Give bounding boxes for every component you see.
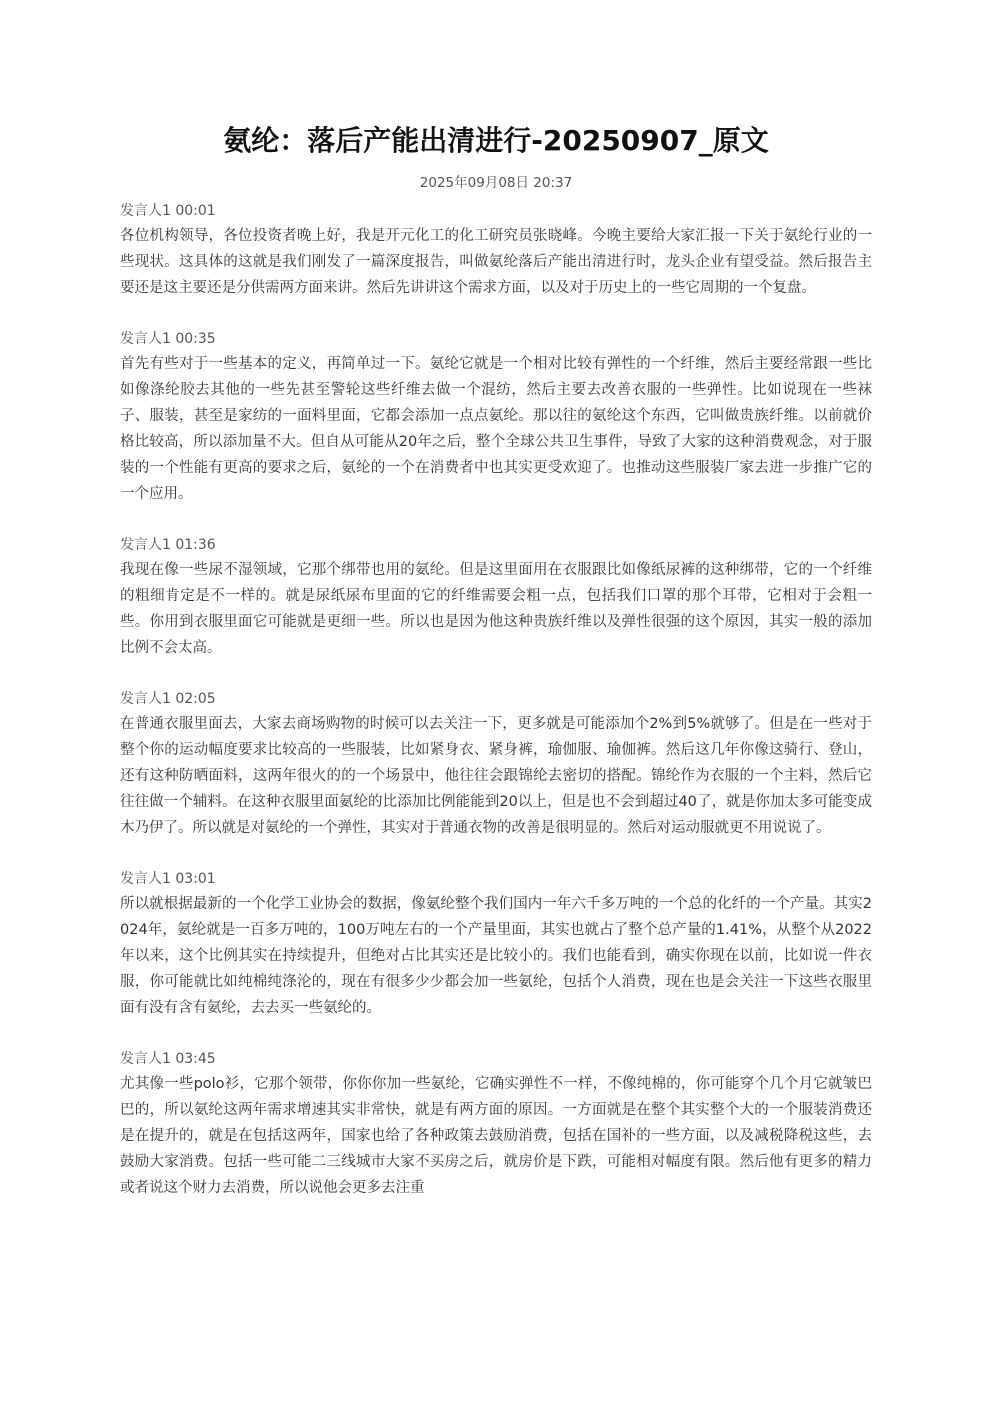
speaker-timestamp: 发言人1 01:36	[120, 537, 216, 553]
transcript-section	[120, 327, 872, 507]
transcript-paragraph: 在普通衣服里面去，大家去商场购物的时候可以去关注一下，更多就是可能添加个2%到5%就够了。但是在一些对于整个你的运动幅度要求比较高的一些服装，比如紧身衣、紧身裤，瑜伽服、瑜伽裤。然后这几年你像这骑行、登山，还有这种防晒面料，这两年很火的的一个场景中，他往往会跟锦纶去密切的搭配。锦纶作为衣服的一个主料，然后它往往做一个辅料。在这种衣服里面氨纶的比添加比例能能到20以上，但是也不会到超过40了，就是你加太多可能变成木乃伊了。所以就是对氨纶的一个弹性，其实对于普通衣物的改善是很明显的。然后对运动服就更不用说说了。	[120, 716, 872, 836]
transcript-paragraph: 尤其像一些polo衫，它那个领带，你你你加一些氨纶，它确实弹性不一样，不像纯棉的，你可能穿个几个月它就皱巴巴的，所以氨纶这两年需求增速其实非常快，就是有两方面的原因。一方面就是在整个其实整个大的一个服装消费还是在提升的，就是在包括这两年，国家也给了各种政策去鼓励消费，包括在国补的一些方面，以及减税降税这些，去鼓励大家消费。包括一些可能二三线城市大家不买房之后，就房价是下跌，可能相对幅度有限。然后他有更多的精力或者说这个财力去消费，所以说他会更多去注重	[120, 1076, 872, 1196]
transcript-section	[120, 867, 872, 1021]
speaker-timestamp: 发言人1 03:45	[120, 1051, 216, 1067]
transcript-section	[120, 1047, 872, 1201]
document-date: 2025年09月08日 20:37	[419, 175, 573, 191]
transcript-body	[120, 199, 872, 1201]
document-title: 氨纶：落后产能出清进行-20250907_原文	[223, 124, 769, 157]
transcript-section	[120, 533, 872, 661]
transcript-section	[120, 199, 872, 301]
speaker-timestamp: 发言人1 00:01	[120, 203, 216, 219]
transcript-paragraph: 各位机构领导，各位投资者晚上好，我是开元化工的化工研究员张晓峰。今晚主要给大家汇报一下关于氨纶行业的一些现状。这具体的这就是我们刚发了一篇深度报告，叫做氨纶落后产能出清进行时，龙头企业有望受益。然后报告主要还是这主要还是分供需两方面来讲。然后先讲讲这个需求方面，以及对于历史上的一些它周期的一个复盘。	[120, 228, 872, 296]
speaker-timestamp: 发言人1 02:05	[120, 691, 216, 707]
transcript-paragraph: 首先有些对于一些基本的定义，再简单过一下。氨纶它就是一个相对比较有弹性的一个纤维，然后主要经常跟一些比如像涤纶胶去其他的一些先甚至警轮这些纤维去做一个混纺，然后主要去改善衣服的一些弹性。比如说现在一些袜子、服装，甚至是家纺的一面料里面，它都会添加一点点氨纶。那以往的氨纶这个东西，它叫做贵族纤维。以前就价格比较高，所以添加量不大。但自从可能从20年之后，整个全球公共卫生事件，导致了大家的这种消费观念，对于服装的一个性能有更高的要求之后，氨纶的一个在消费者中也其实更受欢迎了。也推动这些服装厂家去进一步推广它的一个应用。	[120, 356, 872, 502]
transcript-paragraph: 所以就根据最新的一个化学工业协会的数据，像氨纶整个我们国内一年六千多万吨的一个总的化纤的一个产量。其实2024年，氨纶就是一百多万吨的，100万吨左右的一个产量里面，其实也就占了整个总产量的1.41%，从整个从2022年以来，这个比例其实在持续提升，但绝对占比其实还是比较小的。我们也能看到，确实你现在以前，比如说一件衣服，你可能就比如纯棉纯涤沦的，现在有很多少少都会加一些氨纶，包括个人消费，现在也是会关注一下这些衣服里面有没有含有氨纶，去去买一些氨纶的。	[120, 896, 873, 1016]
speaker-timestamp: 发言人1 03:01	[120, 871, 216, 887]
speaker-timestamp: 发言人1 00:35	[120, 331, 216, 347]
transcript-paragraph: 我现在像一些尿不湿领域，它那个绑带也用的氨纶。但是这里面用在衣服跟比如像纸尿裤的这种绑带，它的一个纤维的粗细肯定是不一样的。就是尿纸尿布里面的它的纤维需要会粗一点，包括我们口罩的那个耳带，它相对于会粗一些。你用到衣服里面它可能就是更细一些。所以也是因为他这种贵族纤维以及弹性很强的这个原因，其实一般的添加比例不会太高。	[120, 562, 872, 656]
transcript-section	[120, 687, 872, 841]
